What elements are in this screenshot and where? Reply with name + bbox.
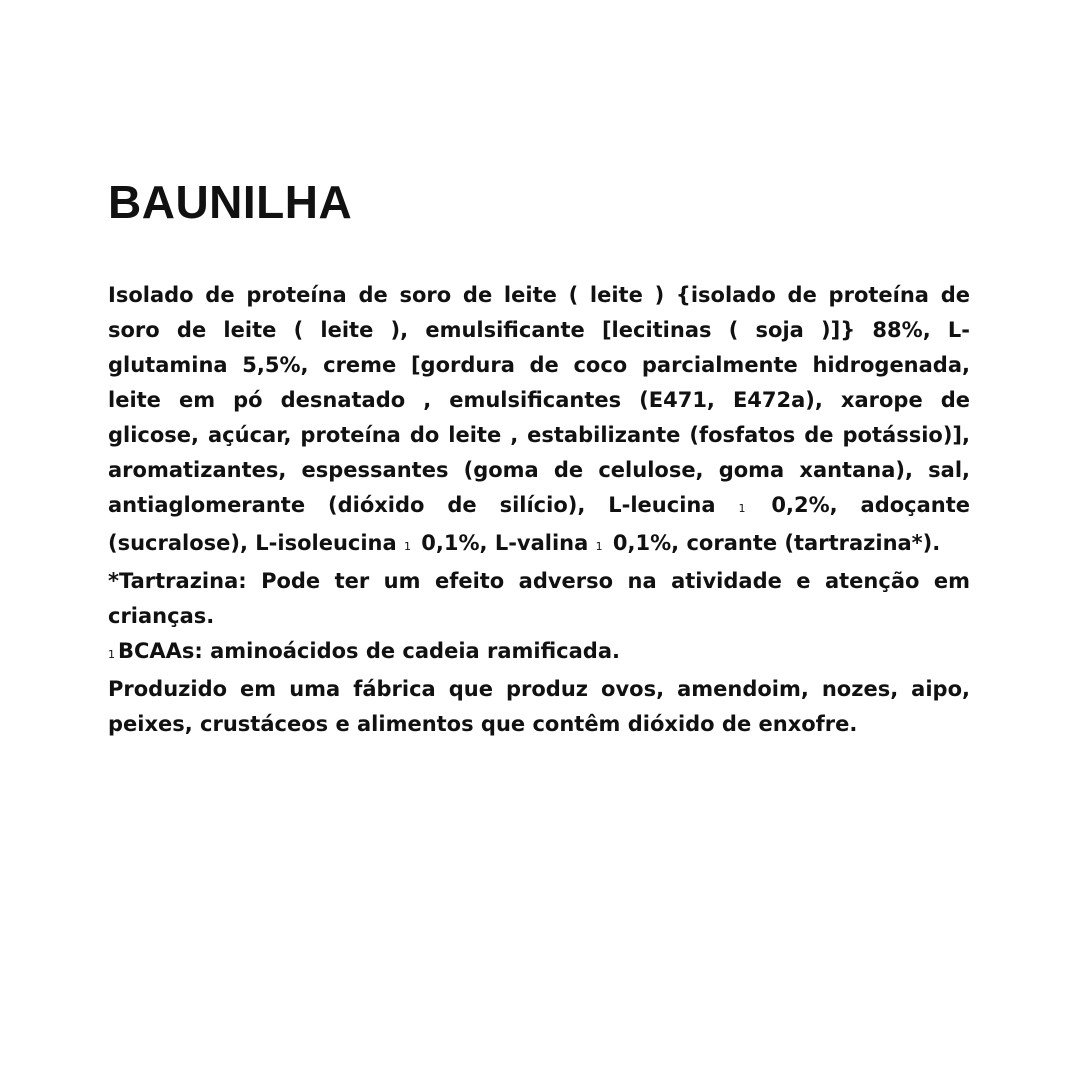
bcaa-note bbox=[108, 634, 970, 672]
footnote-mark: 1 bbox=[595, 540, 603, 553]
ingredients-text-1: Isolado de proteína de soro de leite ( leite ) {isolado de proteína de soro de leite ( leite ), emulsificante [lecitinas ( soja )]} 88%, L-glutamina 5,5%, creme [gordura de coco parcialmente hidrogenada, leite em pó desnatado , emulsificantes (E471, E472a), xarope de glicose, açúcar, proteína do leite , estabilizante (fosfatos de potássio)], aromatizantes, espessantes (goma de celulose, goma xantana), sal, antiaglomerante (dióxido de silício), L-leucina bbox=[108, 283, 970, 517]
ingredients-paragraph bbox=[108, 278, 970, 564]
label-content bbox=[108, 176, 970, 742]
ingredients-text-3: 0,1%, L-valina bbox=[413, 531, 589, 555]
bcaa-note-text: BCAAs: aminoácidos de cadeia ramificada. bbox=[118, 639, 620, 663]
ingredients-text-2: 0,2%, adoçante (sucralose), L-isoleucina bbox=[108, 493, 971, 555]
footnote-mark: 1 bbox=[403, 540, 411, 553]
product-title: BAUNILHA bbox=[108, 176, 353, 228]
factory-note: Produzido em uma fábrica que produz ovos, amendoim, nozes, aipo, peixes, crustáceos e alimentos que contêm dióxido de enxofre. bbox=[108, 677, 970, 736]
footnote-mark: 1 bbox=[738, 502, 746, 515]
footnote-mark: 1 bbox=[108, 648, 115, 661]
tartrazine-note: *Tartrazina: Pode ter um efeito adverso na atividade e atenção em crianças. bbox=[108, 569, 970, 628]
ingredients-text-4: 0,1%, corante (tartrazina*). bbox=[605, 531, 941, 555]
